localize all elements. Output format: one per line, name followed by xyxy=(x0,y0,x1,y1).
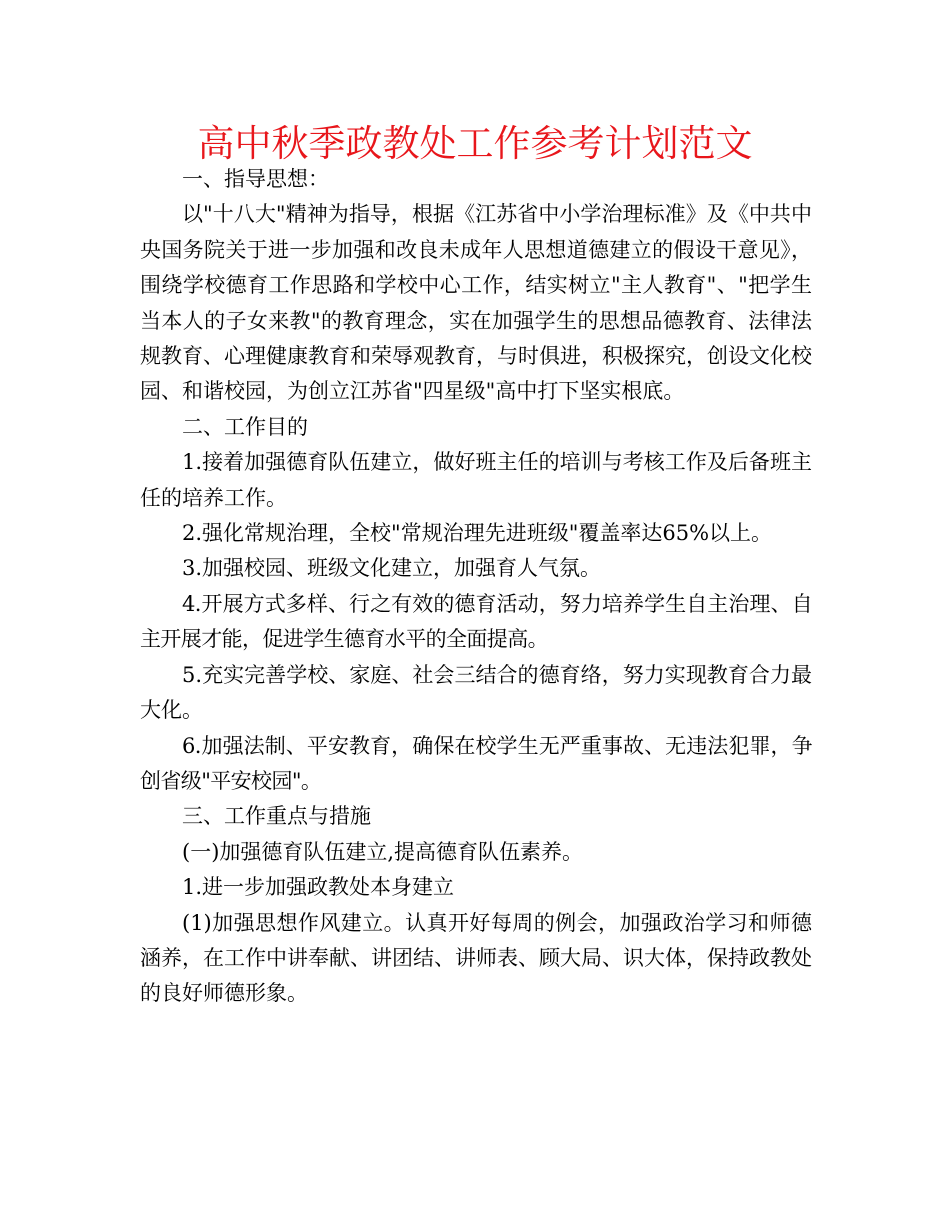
goal-item-5: 5.充实完善学校、家庭、社会三结合的德育络，努力实现教育合力最大化。 xyxy=(140,662,812,723)
section-heading-key-measures: 三、工作重点与措施 xyxy=(182,804,371,829)
goal-item-1: 1.接着加强德育队伍建立，做好班主任的培训与考核工作及后备班主任的培养工作。 xyxy=(140,450,812,510)
goal-item-6: 6.加强法制、平安教育，确保在校学生无严重事故、无违法犯罪，争创省级"平安校园"。 xyxy=(140,733,812,793)
measure-item-1: 1.进一步加强政教处本身建立 xyxy=(182,875,455,900)
document-title: 高中秋季政教处工作参考计划范文 xyxy=(197,122,753,165)
subsection-heading-1: (一)加强德育队伍建立,提高德育队伍素养。 xyxy=(182,839,584,864)
goal-item-3: 3.加强校园、班级文化建立，加强育人气氛。 xyxy=(182,556,602,581)
paragraph-guiding-ideology: 以"十八大"精神为指导，根据《江苏省中小学治理标准》及《中共中央国务院关于进一步加强和改良未成年人思想道德建立的假设干意见》，围绕学校德育工作思路和学校中心工作，结实树立"主人教育"、"把学生当本人的子女来教"的教育理念，实在加强学生的思想品德教育、法律法规教育、心理健康教育和荣辱观教育，与时俱进，积极探究，创设文化校园、和谐校园，为创立江苏省"四星级"高中打下坚实根底。 xyxy=(140,202,812,404)
measure-subitem-1: (1)加强思想作风建立。认真开好每周的例会，加强政治学习和师德涵养，在工作中讲奉献、讲团结、讲师表、顾大局、识大体，保持政教处的良好师德形象。 xyxy=(140,910,812,1006)
goal-item-4: 4.开展方式多样、行之有效的德育活动，努力培养学生自主治理、自主开展才能，促进学生德育水平的全面提高。 xyxy=(140,591,812,652)
section-heading-work-goals: 二、工作目的 xyxy=(182,414,308,439)
goal-item-2: 2.强化常规治理，全校"常规治理先进班级"覆盖率达65%以上。 xyxy=(182,521,773,546)
section-heading-guiding-ideology: 一、指导思想： xyxy=(182,167,329,191)
document-body xyxy=(140,162,812,1012)
